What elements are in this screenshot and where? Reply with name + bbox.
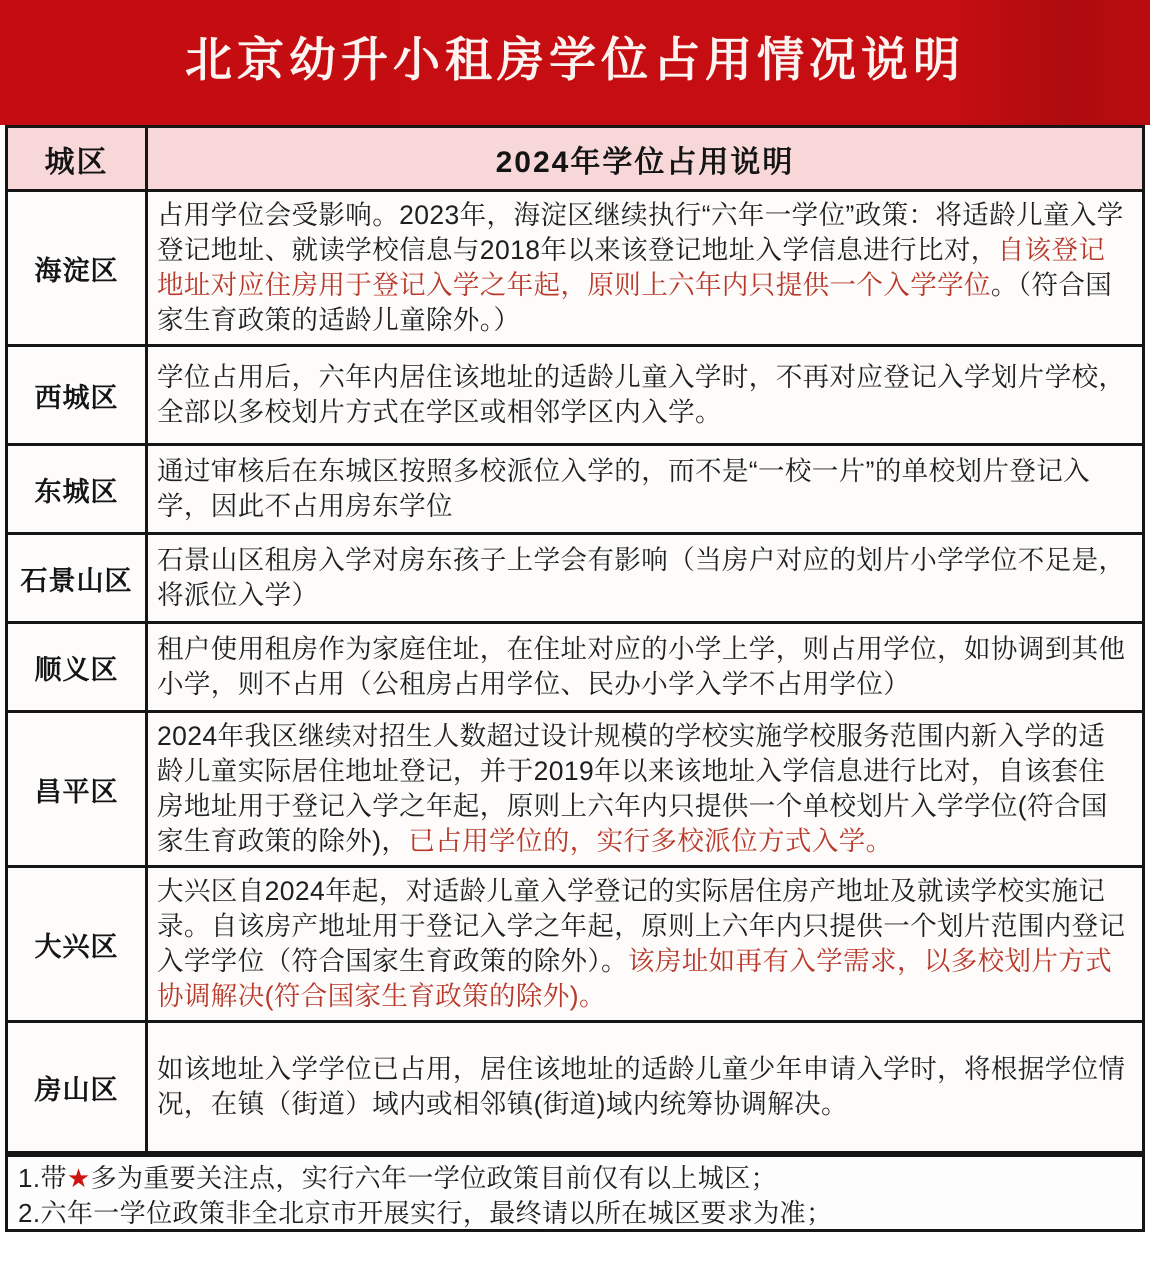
description-cell: [147, 1022, 1144, 1153]
table-row: [7, 346, 1144, 445]
district-cell: 大兴区: [7, 867, 147, 1022]
text-segment: 1.带: [18, 1163, 67, 1193]
text-segment: 2024年我区继续对招生人数超过设计规模的学校实施学校服务范围内新入学的适龄儿童实际居住地址登记，并于2019年以来该地址入学信息进行比对，自该套住房地址用于登记入学之年起，原则上六年内只提供一个单校划片入学学位(符合国家生育政策的除外)，: [157, 721, 1108, 856]
footnotes-box: [5, 1154, 1145, 1232]
table-row: [7, 191, 1144, 346]
policy-table: [5, 125, 1145, 1154]
district-cell: 石景山区: [7, 534, 147, 623]
page-title: 北京幼升小租房学位占用情况说明: [185, 33, 965, 86]
description-cell: [147, 623, 1144, 712]
text-segment: 通过审核后在东城区按照多校派位入学的，而不是“一校一片”的单校划片登记入学，因此不占用房东学位: [157, 456, 1091, 521]
table-row: [7, 534, 1144, 623]
district-cell: 海淀区: [7, 191, 147, 346]
footnote-line: [18, 1161, 1132, 1196]
text-segment: 占用学位会受影响。2023年，海淀区继续执行“六年一学位”政策：将适龄儿童入学登记地址、就读学校信息与2018年以来该登记地址入学信息进行比对，: [157, 200, 1124, 265]
text-segment: 租户使用租房作为家庭住址，在住址对应的小学上学，则占用学位，如协调到其他小学，则不占用（公租房占用学位、民办小学入学不占用学位）: [157, 634, 1126, 699]
table-row: [7, 1022, 1144, 1153]
description-cell: [147, 346, 1144, 445]
text-segment: 该房址如再有入学需求，以多校划片方式协调解决(符合国家生育政策的除外)。: [157, 946, 1113, 1011]
description-cell: [147, 867, 1144, 1022]
text-segment: 已占用学位的，实行多校派位方式入学。: [408, 826, 893, 856]
text-segment: 大兴区自2024年起，对适龄儿童入学登记的实际居住房产地址及就读学校实施记录。自该房产地址用于登记入学之年起，原则上六年内只提供一个划片范围内登记入学学位（符合国家生育政策的除外）。: [157, 876, 1126, 976]
footnote-line: [18, 1196, 1132, 1231]
table-body: [7, 191, 1144, 1153]
description-cell: [147, 712, 1144, 867]
text-segment: 石景山区租房入学对房东孩子上学会有影响（当房户对应的划片小学学位不足是，将派位入学）: [157, 545, 1126, 610]
district-cell: 房山区: [7, 1022, 147, 1153]
district-cell: 昌平区: [7, 712, 147, 867]
text-segment: 学位占用后，六年内居住该地址的适龄儿童入学时，不再对应登记入学划片学校，全部以多校划片方式在学区或相邻学区内入学。: [157, 362, 1126, 427]
text-segment: 。（符合国家生育政策的适龄儿童除外。）: [157, 270, 1113, 335]
district-cell: 顺义区: [7, 623, 147, 712]
column-header-description: 2024年学位占用说明: [147, 127, 1144, 191]
star-icon: ★: [66, 1163, 91, 1193]
table-row: [7, 623, 1144, 712]
text-segment: 自该登记地址对应住房用于登记入学之年起，原则上六年内只提供一个入学学位: [157, 235, 1106, 300]
table-row: [7, 867, 1144, 1022]
text-segment: 多为重要关注点，实行六年一学位政策目前仅有以上城区；: [90, 1163, 778, 1193]
table-row: [7, 712, 1144, 867]
text-segment: 如该地址入学学位已占用，居住该地址的适龄儿童少年申请入学时，将根据学位情况，在镇（街道）域内或相邻镇(街道)域内统筹协调解决。: [157, 1054, 1126, 1119]
description-cell: [147, 191, 1144, 346]
description-cell: [147, 534, 1144, 623]
district-cell: 东城区: [7, 445, 147, 534]
table-row: [7, 445, 1144, 534]
column-header-district: 城区: [7, 127, 147, 191]
title-banner: [0, 0, 1150, 125]
description-cell: [147, 445, 1144, 534]
text-segment: 2.六年一学位政策非全北京市开展实行，最终请以所在城区要求为准；: [18, 1198, 833, 1228]
district-cell: 西城区: [7, 346, 147, 445]
table-header-row: [7, 127, 1144, 191]
